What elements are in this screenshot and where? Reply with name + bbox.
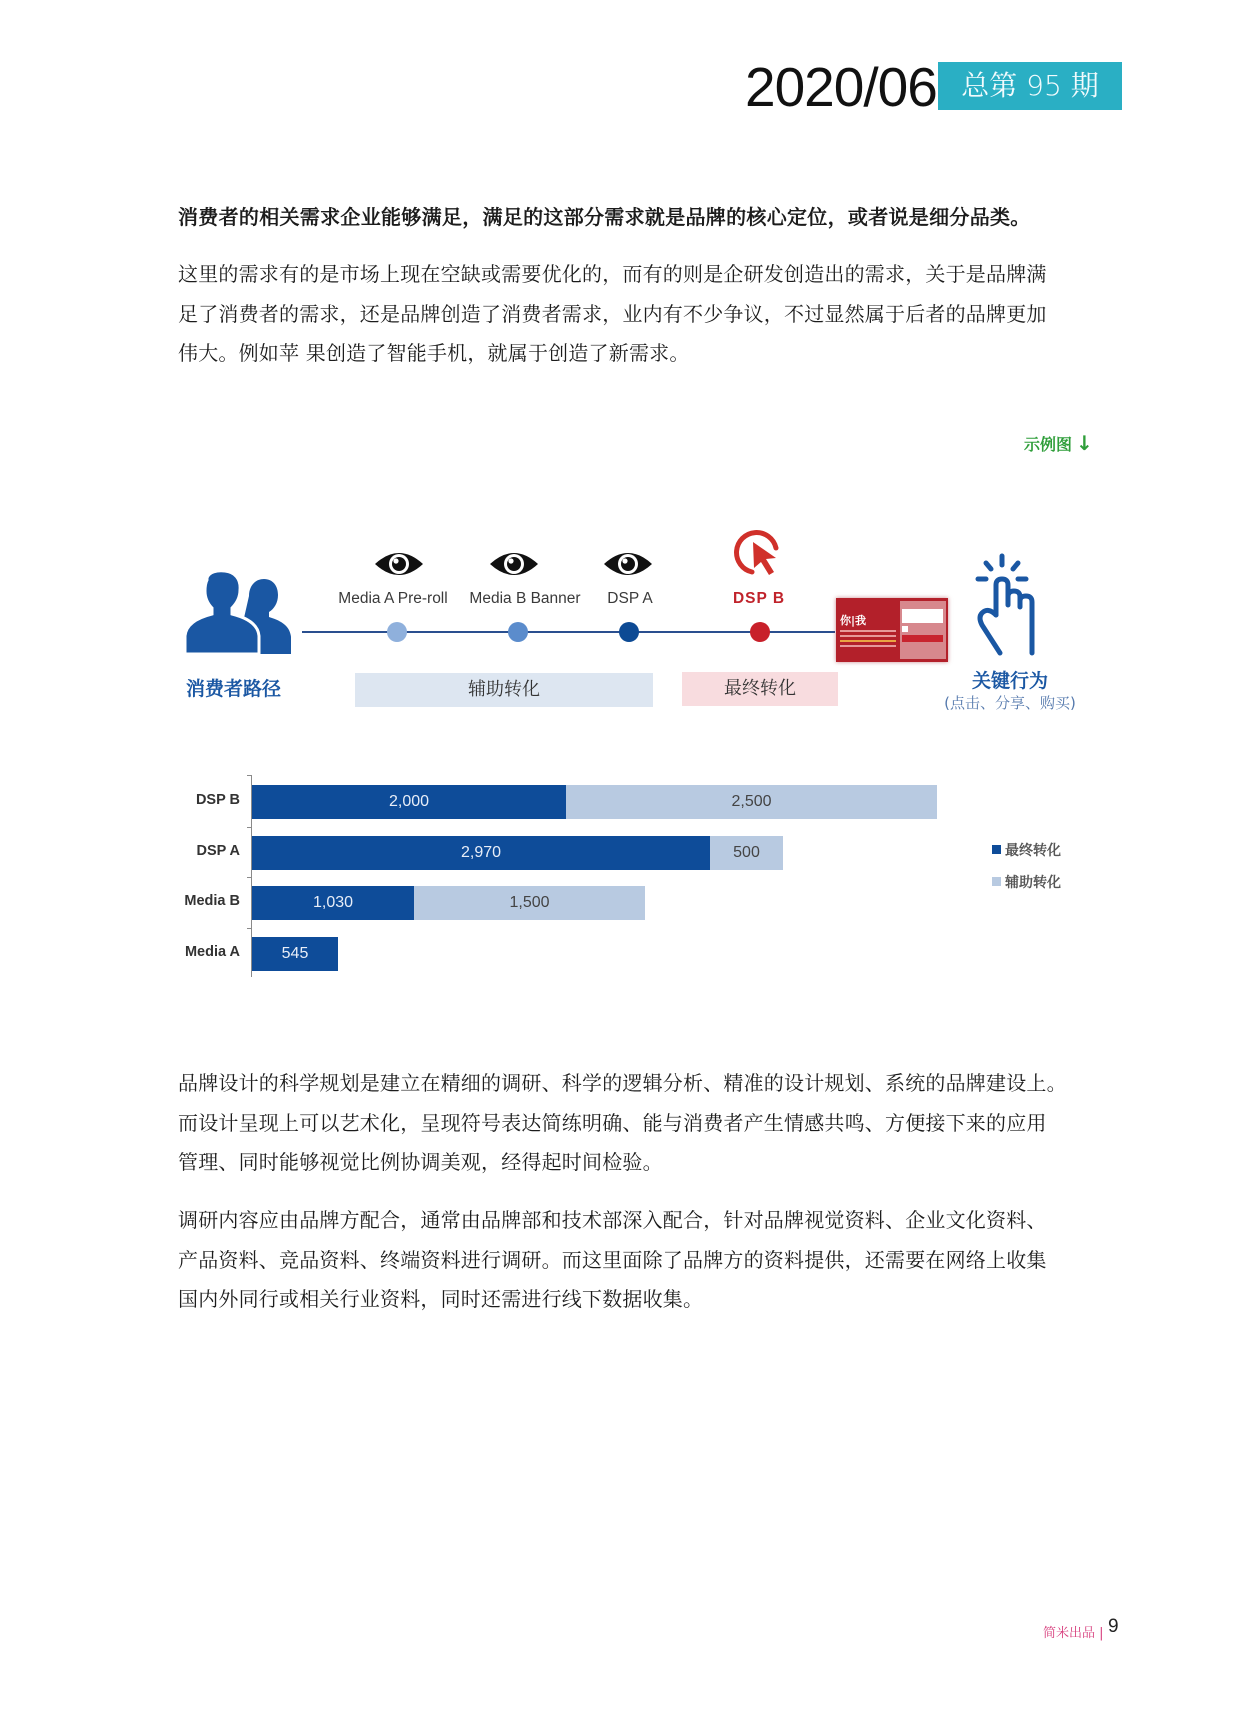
eye-icon (603, 550, 653, 578)
paragraph-line: 调研内容应由品牌方配合，通常由品牌部和技术部深入配合，针对品牌视觉资料、企业文化资料、 (178, 1208, 1047, 1232)
touchpoint-dot (619, 622, 639, 642)
arrow-down-icon: ↓ (1076, 431, 1093, 455)
intro-paragraph (178, 255, 1128, 374)
issue-number-badge: 总第 95 期 (938, 62, 1122, 110)
touchpoint-label: DSP A (607, 590, 653, 607)
paragraph-line: 这里的需求有的是市场上现在空缺或需要优化的，而有的则是企研发创造出的需求，关于是品牌满 (178, 262, 1047, 286)
page-number: 9 (1108, 1616, 1119, 1637)
legend-label-final: 最终转化 (1005, 843, 1061, 859)
eye-icon (374, 550, 424, 578)
body-paragraph-2 (178, 1201, 1128, 1320)
eye-icon (489, 550, 539, 578)
footer-brand: 简米出品 | (1043, 1626, 1104, 1641)
axis-tick (247, 928, 252, 929)
bar-segment-final: 2,000 (252, 785, 566, 819)
axis-tick (247, 775, 252, 776)
example-figure-label (1024, 431, 1093, 455)
touchpoint-label: Media A Pre-roll (338, 590, 448, 607)
touchpoint-label: Media B Banner (469, 590, 581, 607)
touchpoint-dot (387, 622, 407, 642)
paragraph-line: 伟大。例如苹 果创造了智能手机，就属于创造了新需求。 (178, 341, 690, 365)
touchpoint-dot (750, 622, 770, 642)
lead-sentence: 消费者的相关需求企业能够满足，满足的这部分需求就是品牌的核心定位，或者说是细分品类。 (178, 205, 1031, 229)
final-conversion-band: 最终转化 (682, 672, 838, 706)
touchpoint-label: DSP B (732, 590, 786, 607)
paragraph-line: 品牌设计的科学规划是建立在精细的调研、科学的逻辑分析、精准的设计规划、系统的品牌建设上。 (178, 1071, 1067, 1095)
key-action-title: 关键行为 (971, 670, 1048, 692)
paragraph-line: 足了消费者的需求，还是品牌创造了消费者需求，业内有不少争议，不过显然属于后者的品牌更加 (178, 301, 1047, 326)
assist-conversion-band: 辅助转化 (355, 673, 653, 707)
bar-segment-final: 2,970 (252, 836, 710, 870)
bar-segment-assist: 1,500 (414, 886, 645, 920)
bar-category-label: DSP B (195, 792, 240, 808)
bar-segment-assist: 2,500 (566, 785, 937, 819)
axis-tick (247, 827, 252, 828)
tap-hand-icon (972, 553, 1044, 657)
legend-label-assist: 辅助转化 (1005, 875, 1061, 891)
issue-date: 2020/06 (745, 56, 937, 118)
paragraph-line: 国内外同行或相关行业资料，同时还需进行线下数据收集。 (178, 1287, 704, 1311)
legend-swatch-assist (992, 877, 1001, 886)
axis-tick (247, 877, 252, 878)
ad-card-title: 你|我 (840, 614, 867, 627)
bar-segment-final: 545 (252, 937, 338, 971)
consumer-path-label: 消费者路径 (186, 678, 282, 700)
touchpoint-dot (508, 622, 528, 642)
bar-segment-final: 1,030 (252, 886, 414, 920)
bar-category-label: Media B (184, 893, 240, 909)
legend-swatch-final (992, 845, 1001, 854)
body-paragraph-1 (178, 1064, 1128, 1183)
example-label-text: 示例图 (1024, 435, 1073, 454)
bar-segment-assist: 500 (710, 836, 783, 870)
key-action-subtitle: (点击、分享、购买) (944, 694, 1076, 712)
paragraph-line: 而设计呈现上可以艺术化，呈现符号表达简练明确、能与消费者产生情感共鸣、方便接下来的应用 (178, 1110, 1047, 1135)
click-cursor-icon (732, 528, 786, 578)
consumers-icon (185, 570, 291, 654)
paragraph-line: 产品资料、竞品资料、终端资料进行调研。而这里面除了品牌方的资料提供，还需要在网络上收集 (178, 1247, 1047, 1272)
paragraph-line: 管理、同时能够视觉比例协调美观，经得起时间检验。 (178, 1150, 663, 1174)
bar-category-label: DSP A (196, 843, 240, 859)
ad-landing-thumbnail (836, 598, 948, 662)
bar-category-label: Media A (184, 944, 240, 960)
